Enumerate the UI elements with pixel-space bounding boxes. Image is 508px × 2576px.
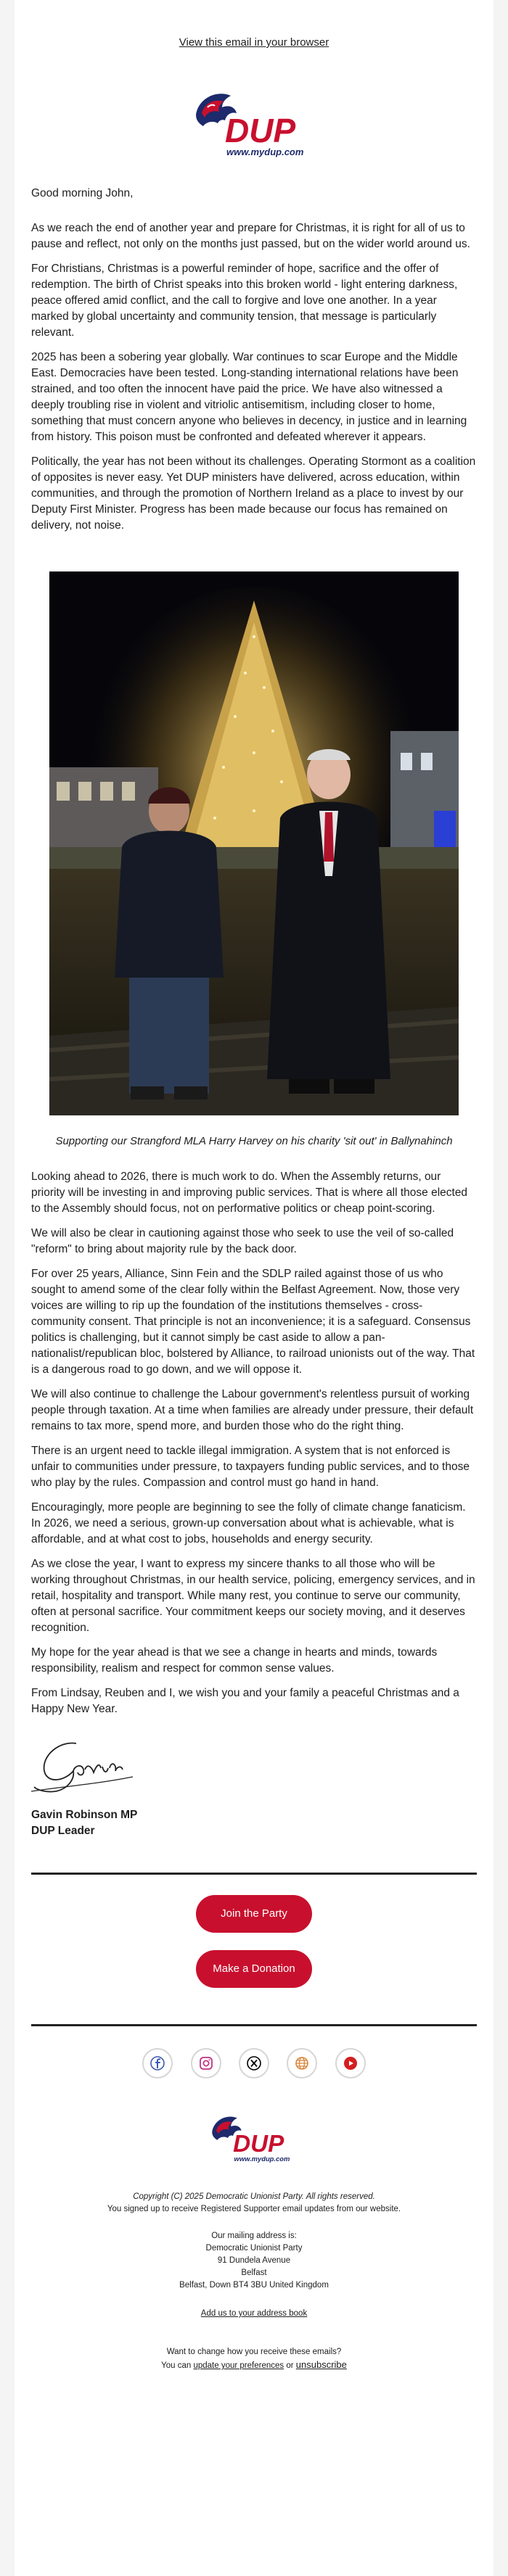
join-party-button[interactable]: Join the Party	[196, 1895, 312, 1933]
greeting: Good morning John,	[31, 187, 134, 199]
photo-wrap	[15, 571, 493, 1119]
unsubscribe-link[interactable]: unsubscribe	[295, 2359, 347, 2370]
x-icon[interactable]	[239, 2048, 269, 2078]
paragraph: As we reach the end of another year and prepare for Christmas, it is right for all of us to pause and reflect, not only on the months just passed, but on the wider world around us.	[31, 222, 470, 250]
paragraph: 2025 has been a sobering year globally. War continues to scar Europe and the Middle East. Democracies have been tested. Long-standing international relations have been strained, and too often the innocent have paid the price. We have also witnessed a deeply troubling rise in violent and vitriolic antisemitism, including closer to home, something that must concern anyone who believes in decency, in justice and in learning from history. This poison must be confronted and defeated wherever it appears.	[31, 351, 467, 443]
footer-logo[interactable]	[15, 2093, 493, 2169]
footer	[15, 2169, 493, 2372]
add-address-book-link[interactable]: Add us to your address book	[200, 2309, 308, 2318]
photo-caption: Supporting our Strangford MLA Harry Harvey on his charity 'sit out' in Ballynahinch	[55, 1135, 453, 1147]
dup-lion-logo-icon	[189, 86, 319, 161]
logo-url: www.mydup.com	[234, 2155, 290, 2163]
mailing-label: Our mailing address is:	[211, 2232, 297, 2240]
or-text: or	[286, 2361, 294, 2370]
change-prompt: Want to change how you receive these emails?	[166, 2348, 342, 2356]
signer-role: DUP Leader	[31, 1825, 95, 1837]
mailing-address	[44, 2230, 464, 2292]
paragraph: Politically, the year has not been without its challenges. Operating Stormont as a coalition of opposites is never easy. Yet DUP ministers have delivered, across education, within communities, and through the promotion of Northern Ireland as a place to invest by our Deputy First Minister. Progress has been made because our focus has remained on delivery, not noise.	[31, 455, 476, 532]
view-in-browser-bar	[15, 0, 493, 57]
email-container	[15, 0, 493, 2576]
copyright-text: Copyright (C) 2025 Democratic Unionist Party. All rights reserved.	[133, 2192, 375, 2201]
address-line: Belfast	[241, 2269, 267, 2277]
paragraph: We will also be clear in cautioning against those who seek to use the veil of so-called "reform" to bring about majority rule by the back door.	[31, 1227, 454, 1255]
facebook-icon[interactable]	[142, 2048, 173, 2078]
logo-url: www.mydup.com	[226, 146, 304, 157]
letter-body-b	[15, 1169, 493, 1717]
paragraph: My hope for the year ahead is that we see a change in hearts and minds, towards responsibility, realism and respect for common sense values.	[31, 1646, 438, 1675]
paragraph: As we close the year, I want to express my sincere thanks to all those who will be working throughout Christmas, in our health service, policing, emergency services, and in retail, hospitality and transport. While many rest, you continue to serve our community, often at personal sacrifice. Your commitment keeps our society moving, and it deserves recognition.	[31, 1558, 475, 1634]
view-in-browser-link[interactable]: View this email in your browser	[179, 36, 329, 49]
signup-note: You signed up to receive Registered Supporter email updates from our website.	[107, 2205, 401, 2213]
christmas-tree-photo	[49, 571, 459, 1115]
address-line: 91 Dundela Avenue	[217, 2256, 291, 2265]
paragraph: Encouragingly, more people are beginning to see the folly of climate change fanaticism. In 2026, we need a serious, grown-up conversation about what is achievable, what is affordable, and at what cost to jobs, households and energy security.	[31, 1501, 466, 1545]
you-can-text: You can	[161, 2361, 192, 2370]
paragraph: For Christians, Christmas is a powerful reminder of hope, sacrifice and the offer of redemption. The birth of Christ speaks into this broken world - light entering darkness, peace offered amid conflict, and the call to forgive and love one another. In a year marked by global uncertainty and community tension, that message is particularly relevant.	[31, 263, 458, 339]
letter-body-a	[15, 186, 493, 534]
preferences-line	[44, 2358, 464, 2372]
paragraph: For over 25 years, Alliance, Sinn Fein and the SDLP railed against those of us who sought to amend some of the clear folly within the Belfast Agreement. Now, those very voices are willing to rip up the foundation of the institutions themselves - cross-community consent. That principle is not an inconvenience; it is a safeguard. Consensus politics is challenging, but it cannot simply be cast aside to allow a pan-nationalist/republican bloc, bolstered by Alliance, to railroad unionists out of the way. That is a dangerous road to go down, and we will oppose it.	[31, 1268, 475, 1376]
logo-wordmark: DUP	[233, 2130, 284, 2158]
sign-off	[15, 1733, 493, 1839]
social-links	[15, 2026, 493, 2093]
paragraph: From Lindsay, Reuben and I, we wish you and your family a peaceful Christmas and a Happy New Year.	[31, 1687, 459, 1715]
paragraph: We will also continue to challenge the Labour government's relentless pursuit of working people through taxation. At a time when families are already under pressure, their default remains to tax more, spend more, and burden those who do the right thing.	[31, 1388, 474, 1432]
youtube-icon[interactable]	[335, 2048, 366, 2078]
paragraph: There is an urgent need to tackle illegal immigration. A system that is not enforced is unfair to communities under pressure, to taxpayers funding public services, and to those who play by the rules. Compassion and control must go hand in hand.	[31, 1445, 470, 1489]
address-line: Democratic Unionist Party	[205, 2244, 303, 2253]
donate-button[interactable]: Make a Donation	[196, 1950, 312, 1988]
instagram-icon[interactable]	[191, 2048, 221, 2078]
website-icon[interactable]	[287, 2048, 317, 2078]
update-preferences-link[interactable]: update your preferences	[193, 2361, 284, 2370]
dup-logo[interactable]	[15, 57, 493, 186]
cta-buttons	[15, 1875, 493, 2024]
paragraph: Looking ahead to 2026, there is much work to do. When the Assembly returns, our priority will be investing in and improving public services. That is where all those elected to the Assembly should focus, not on performative politics or cheap point-scoring.	[31, 1171, 468, 1215]
logo-wordmark: DUP	[225, 112, 296, 149]
address-line: Belfast, Down BT4 3BU United Kingdom	[179, 2281, 329, 2290]
dup-lion-logo-icon	[207, 2110, 301, 2166]
handwritten-signature	[31, 1733, 477, 1799]
signer-name: Gavin Robinson MP	[31, 1809, 138, 1821]
